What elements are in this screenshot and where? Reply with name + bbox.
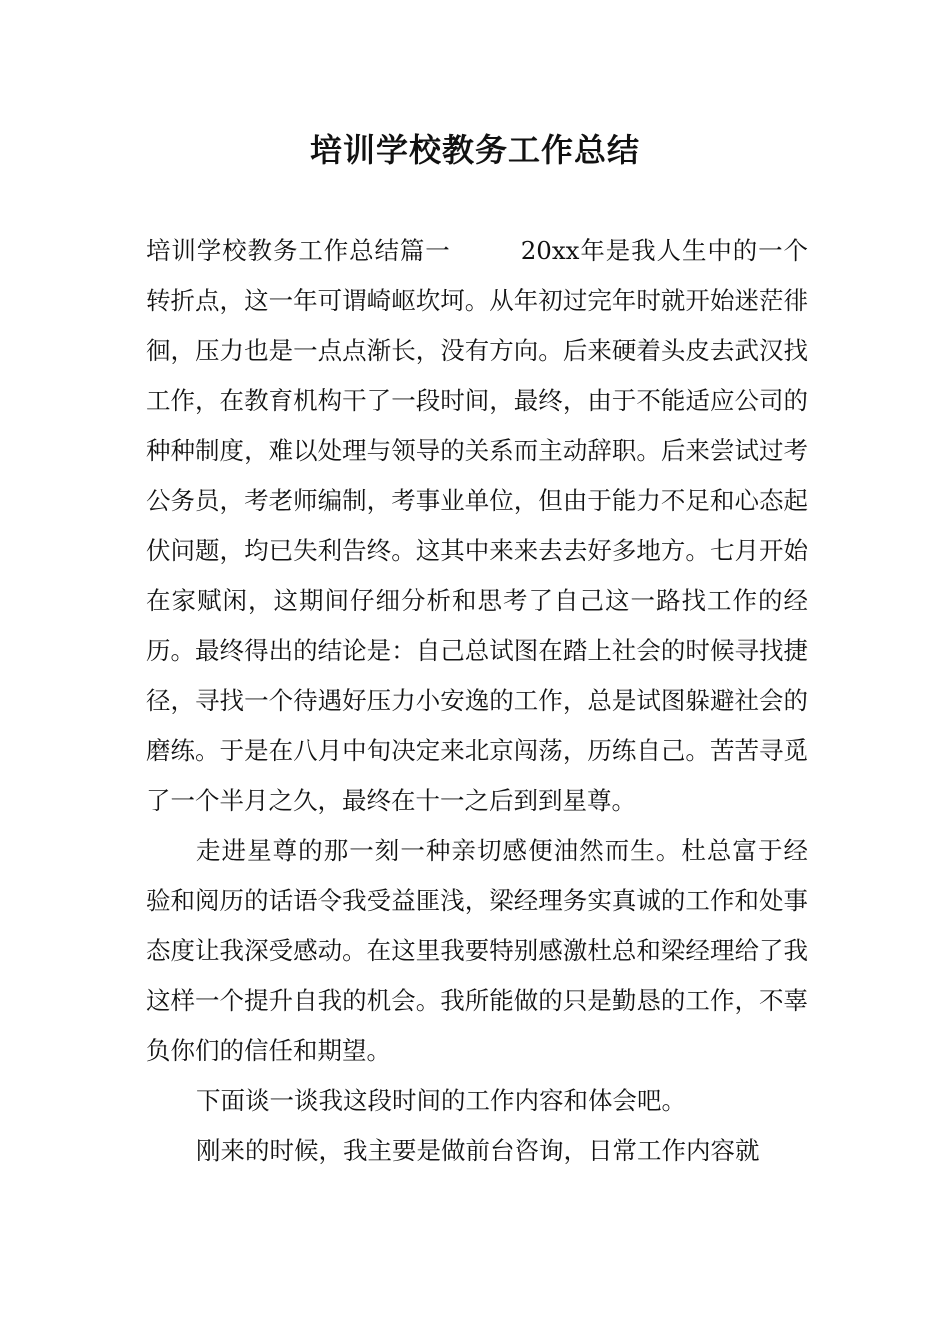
paragraph-2: 走进星尊的那一刻一种亲切感便油然而生。杜总富于经验和阅历的话语令我受益匪浅，梁经理务实真诚的工作和处事态度让我深受感动。在这里我要特别感激杜总和梁经理给了我这样一个提升自我的机会。我所能做的只是勤恳的工作，不辜负你们的信任和期望。 [146,836,808,1065]
document-body [146,226,808,1176]
document-title: 培训学校教务工作总结 [309,131,640,169]
paragraph-4: 刚来的时候，我主要是做前台咨询，日常工作内容就 [196,1136,760,1165]
paragraph-1 [146,226,808,826]
paragraph-3: 下面谈一谈我这段时间的工作内容和体会吧。 [196,1086,686,1115]
paragraph-1-text: 20xx年是我人生中的一个转折点，这一年可谓崎岖坎坷。从年初过完年时就开始迷茫徘徊，压力也是一点点渐长，没有方向。后来硬着头皮去武汉找工作，在教育机构干了一段时间，最终，由于不能适应公司的种种制度，难以处理与领导的关系而主动辞职。后来尝试过考公务员，考老师编制，考事业单位，但由于能力不足和心态起伏问题，均已失利告终。这其中来来去去好多地方。七月开始在家赋闲，这期间仔细分析和思考了自己这一路找工作的经历。最终得出的结论是：自己总试图在踏上社会的时候寻找捷径，寻找一个待遇好压力小安逸的工作，总是试图躲避社会的磨练。于是在八月中旬决定来北京闯荡，历练自己。苦苦寻觅了一个半月之久，最终在十一之后到到星尊。 [146,236,809,815]
intro-heading: 培训学校教务工作总结篇一 [146,236,451,265]
